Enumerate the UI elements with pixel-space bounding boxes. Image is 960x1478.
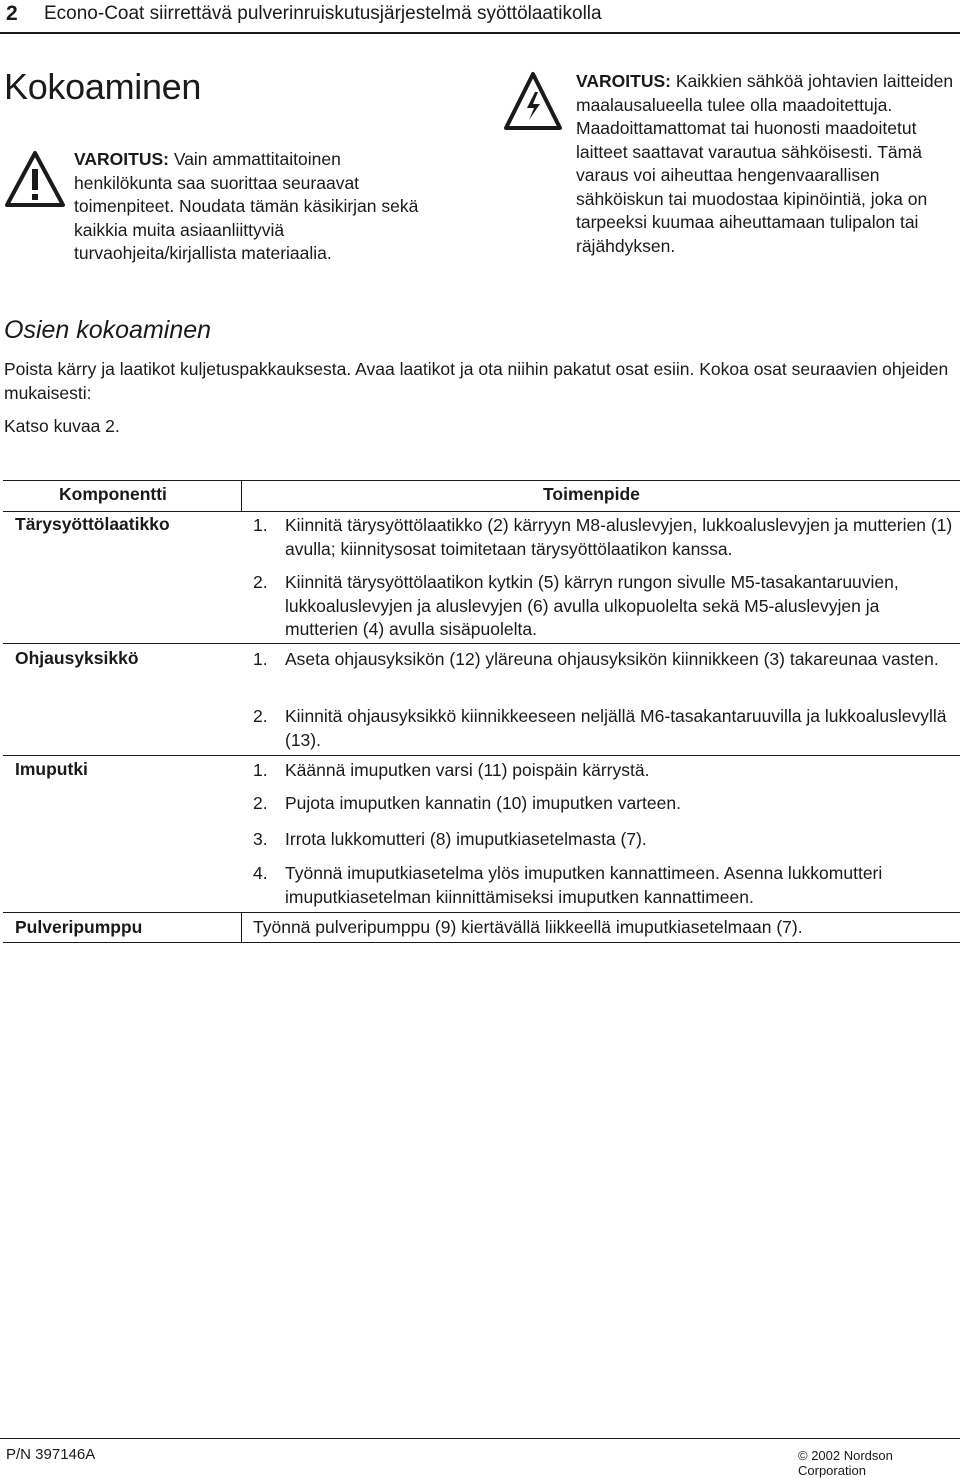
header-divider [241, 480, 242, 511]
step-number: 1. [253, 760, 268, 780]
action-step [253, 792, 953, 816]
action-step [253, 828, 953, 852]
step-number: 2. [253, 706, 268, 726]
warning-electric [576, 70, 960, 258]
component-label: Tärysyöttölaatikko [15, 514, 170, 534]
component-label: Imuputki [15, 759, 88, 779]
action-step [253, 759, 953, 783]
warning-exclamation-icon [4, 150, 66, 208]
row-rule [3, 643, 960, 644]
header-title: Econo-Coat siirrettävä pulverinruiskutusjärjestelmä syöttölaatikolla [44, 3, 602, 24]
action-text: Työnnä pulveripumppu (9) kiertävällä liikkeellä imuputkiasetelmaan (7). [253, 917, 803, 937]
assembly-title: Osien kokoaminen [4, 316, 212, 344]
action-step [253, 862, 953, 909]
action-step [253, 648, 953, 672]
step-text: Käännä imuputken varsi (11) poispäin kärrystä. [285, 760, 650, 780]
action-step [253, 571, 953, 642]
step-text: Aseta ohjausyksikön (12) yläreuna ohjausyksikön kiinnikkeen (3) takareunaa vasten. [285, 649, 939, 669]
part-number: P/N 397146A [6, 1446, 96, 1463]
column-header-component: Komponentti [59, 484, 167, 504]
header-rule [3, 511, 960, 512]
step-number: 2. [253, 793, 268, 813]
action-step [253, 514, 953, 561]
assembly-intro: Poista kärry ja laatikot kuljetuspakkauksesta. Avaa laatikot ja ota niihin pakatut osat esiin. Kokoa osat seuraavien ohjeiden mukaisesti: [4, 359, 949, 403]
warning-text: Kaikkien sähköä johtavien laitteiden maalausalueella tulee olla maadoitettuja. Maadoittamattomat tai huonosti maadoitetut laitteet saattavat varautua sähköisesti. Tämä varaus voi aiheuttaa hengenvaarallisen sähköiskun tai muodostaa kipinöintiä, joka on tarpeeksi kuumaa aiheuttamaan tulipalon tai räjähdyksen. [576, 71, 954, 256]
step-number: 4. [253, 863, 268, 883]
step-number: 2. [253, 572, 268, 592]
warning-label: VAROITUS: [576, 71, 671, 91]
step-text: Kiinnitä tärysyöttölaatikko (2) kärryyn M8-aluslevyjen, lukkoaluslevyjen ja mutterien (1) avulla; kiinnitysosat toimitetaan tärysyöttölaatikon kanssa. [285, 515, 953, 559]
table-top-rule [3, 480, 960, 481]
action-step [253, 705, 953, 752]
footer-rule [0, 1438, 960, 1439]
step-text: Kiinnitä ohjausyksikkö kiinnikkeeseen neljällä M6-tasakantaruuvilla ja lukkoaluslevyllä (13). [285, 706, 947, 750]
row-divider [241, 912, 242, 942]
electrical-hazard-icon [502, 70, 564, 132]
figure-reference: Katso kuvaa 2. [4, 416, 120, 436]
column-header-action: Toimenpide [543, 484, 640, 504]
step-number: 3. [253, 829, 268, 849]
component-label: Pulveripumppu [15, 917, 143, 937]
step-text: Pujota imuputken kannatin (10) imuputken varteen. [285, 793, 681, 813]
step-number: 1. [253, 649, 268, 669]
header-rule [0, 32, 960, 34]
step-text: Irrota lukkomutteri (8) imuputkiasetelmasta (7). [285, 829, 647, 849]
page-number: 2 [6, 2, 18, 25]
step-number: 1. [253, 515, 268, 535]
warning-general [74, 148, 434, 266]
row-rule [3, 912, 960, 913]
row-rule [3, 755, 960, 756]
section-title: Kokoaminen [4, 66, 202, 107]
copyright: © 2002 Nordson Corporation [798, 1448, 893, 1478]
table-bottom-rule [3, 942, 960, 943]
warning-label: VAROITUS: [74, 149, 169, 169]
step-text: Työnnä imuputkiasetelma ylös imuputken kannattimeen. Asenna lukkomutteri imuputkiasetelman kiinnittämiseksi imuputken kannattimeen. [285, 863, 883, 907]
warning-text: Vain ammattitaitoinen henkilökunta saa suorittaa seuraavat toimenpiteet. Noudata tämän käsikirjan sekä kaikkia muita asiaanliittyviä turvaohjeita/kirjallista materiaalia. [74, 149, 419, 263]
assembly-table [3, 480, 960, 943]
component-label: Ohjausyksikkö [15, 648, 139, 668]
step-text: Kiinnitä tärysyöttölaatikon kytkin (5) kärryn rungon sivulle M5-tasakantaruuvien, lukkoaluslevyjen ja aluslevyjen (6) avulla ulkopuolelta sekä M5-aluslevyjen ja mutterien (4) avulla sisäpuolelta. [285, 572, 899, 639]
